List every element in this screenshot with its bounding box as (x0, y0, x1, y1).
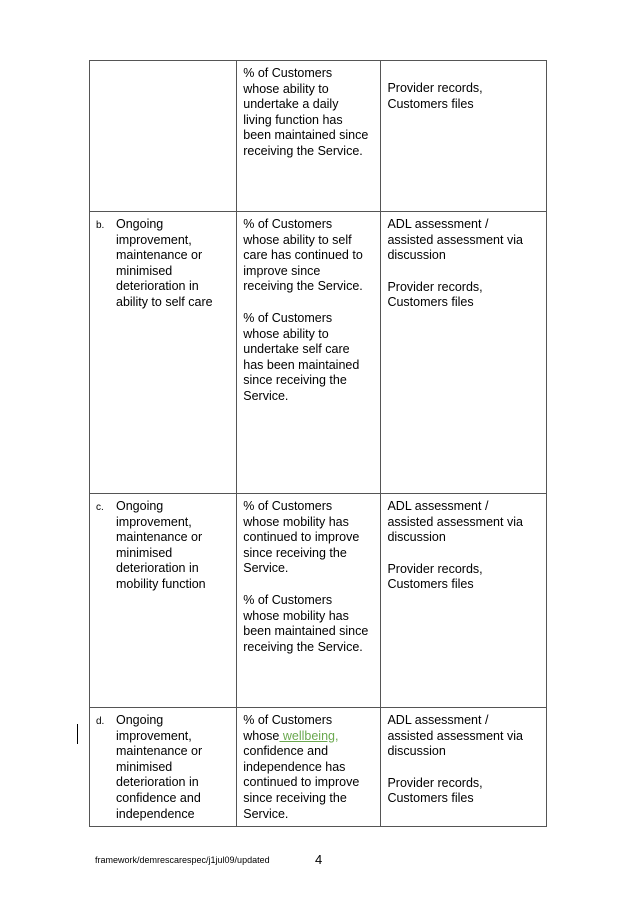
row-letter: d. (96, 716, 105, 727)
measure-text: % of Customers whose ability to undertake self care has been maintained since receiving the Service. (243, 310, 360, 403)
measure-text: % of Customers whose mobility has continued to improve since receiving the Service. (243, 499, 360, 576)
row-letter: b. (96, 220, 105, 231)
criterion-cell (90, 494, 237, 708)
table-row (90, 212, 547, 494)
measure-text: % of Customers whose ability to self care has continued to improve since receiving the Service. (243, 217, 363, 294)
measure-text (243, 713, 374, 822)
evidence-text: ADL assessment / assisted assessment via discussion (387, 499, 523, 545)
evidence-text: ADL assessment / assisted assessment via discussion (387, 217, 523, 263)
evidence-text: ADL assessment / assisted assessment via discussion (387, 713, 523, 759)
evidence-text: Provider records, Customers files (387, 775, 483, 806)
measure-cell (237, 494, 381, 708)
measure-line: % of Customers (243, 713, 333, 727)
measure-text: % of Customers whose ability to undertake a daily living function has been maintained since receiving the Service. (243, 66, 369, 158)
evidence-text: Provider records, Customers files (387, 561, 483, 592)
evidence-text: Provider records, Customers files (387, 279, 483, 310)
criterion-text: Ongoing improvement, maintenance or minimised deterioration in confidence and independence (116, 713, 203, 821)
criterion-text: Ongoing improvement, maintenance or minimised deterioration in ability to self care (116, 217, 213, 309)
outcomes-table (89, 60, 547, 827)
change-bar (77, 724, 78, 744)
table-row (90, 494, 547, 708)
criterion-cell (90, 61, 237, 212)
table-row (90, 61, 547, 212)
measure-text: % of Customers whose mobility has been maintained since receiving the Service. (243, 592, 369, 654)
criterion-cell (90, 212, 237, 494)
measure-line: confidence and independence has continued to improve since receiving the Service. (243, 744, 360, 821)
measure-cell (237, 212, 381, 494)
evidence-cell (381, 708, 547, 827)
table-row (90, 708, 547, 827)
evidence-text: Provider records, Customers files (387, 81, 483, 111)
measure-cell (237, 61, 381, 212)
measure-cell (237, 708, 381, 827)
criterion-cell (90, 708, 237, 827)
criterion-text: Ongoing improvement, maintenance or minimised deterioration in mobility function (116, 499, 206, 591)
row-letter: c. (96, 502, 104, 513)
evidence-cell (381, 494, 547, 708)
footer-path: framework/demrescarespec/j1jul09/updated (95, 855, 270, 865)
measure-line: whose (243, 728, 280, 743)
tracked-change-insertion: wellbeing, (279, 728, 339, 743)
evidence-cell (381, 61, 547, 212)
page-number: 4 (315, 852, 323, 867)
evidence-cell (381, 212, 547, 494)
